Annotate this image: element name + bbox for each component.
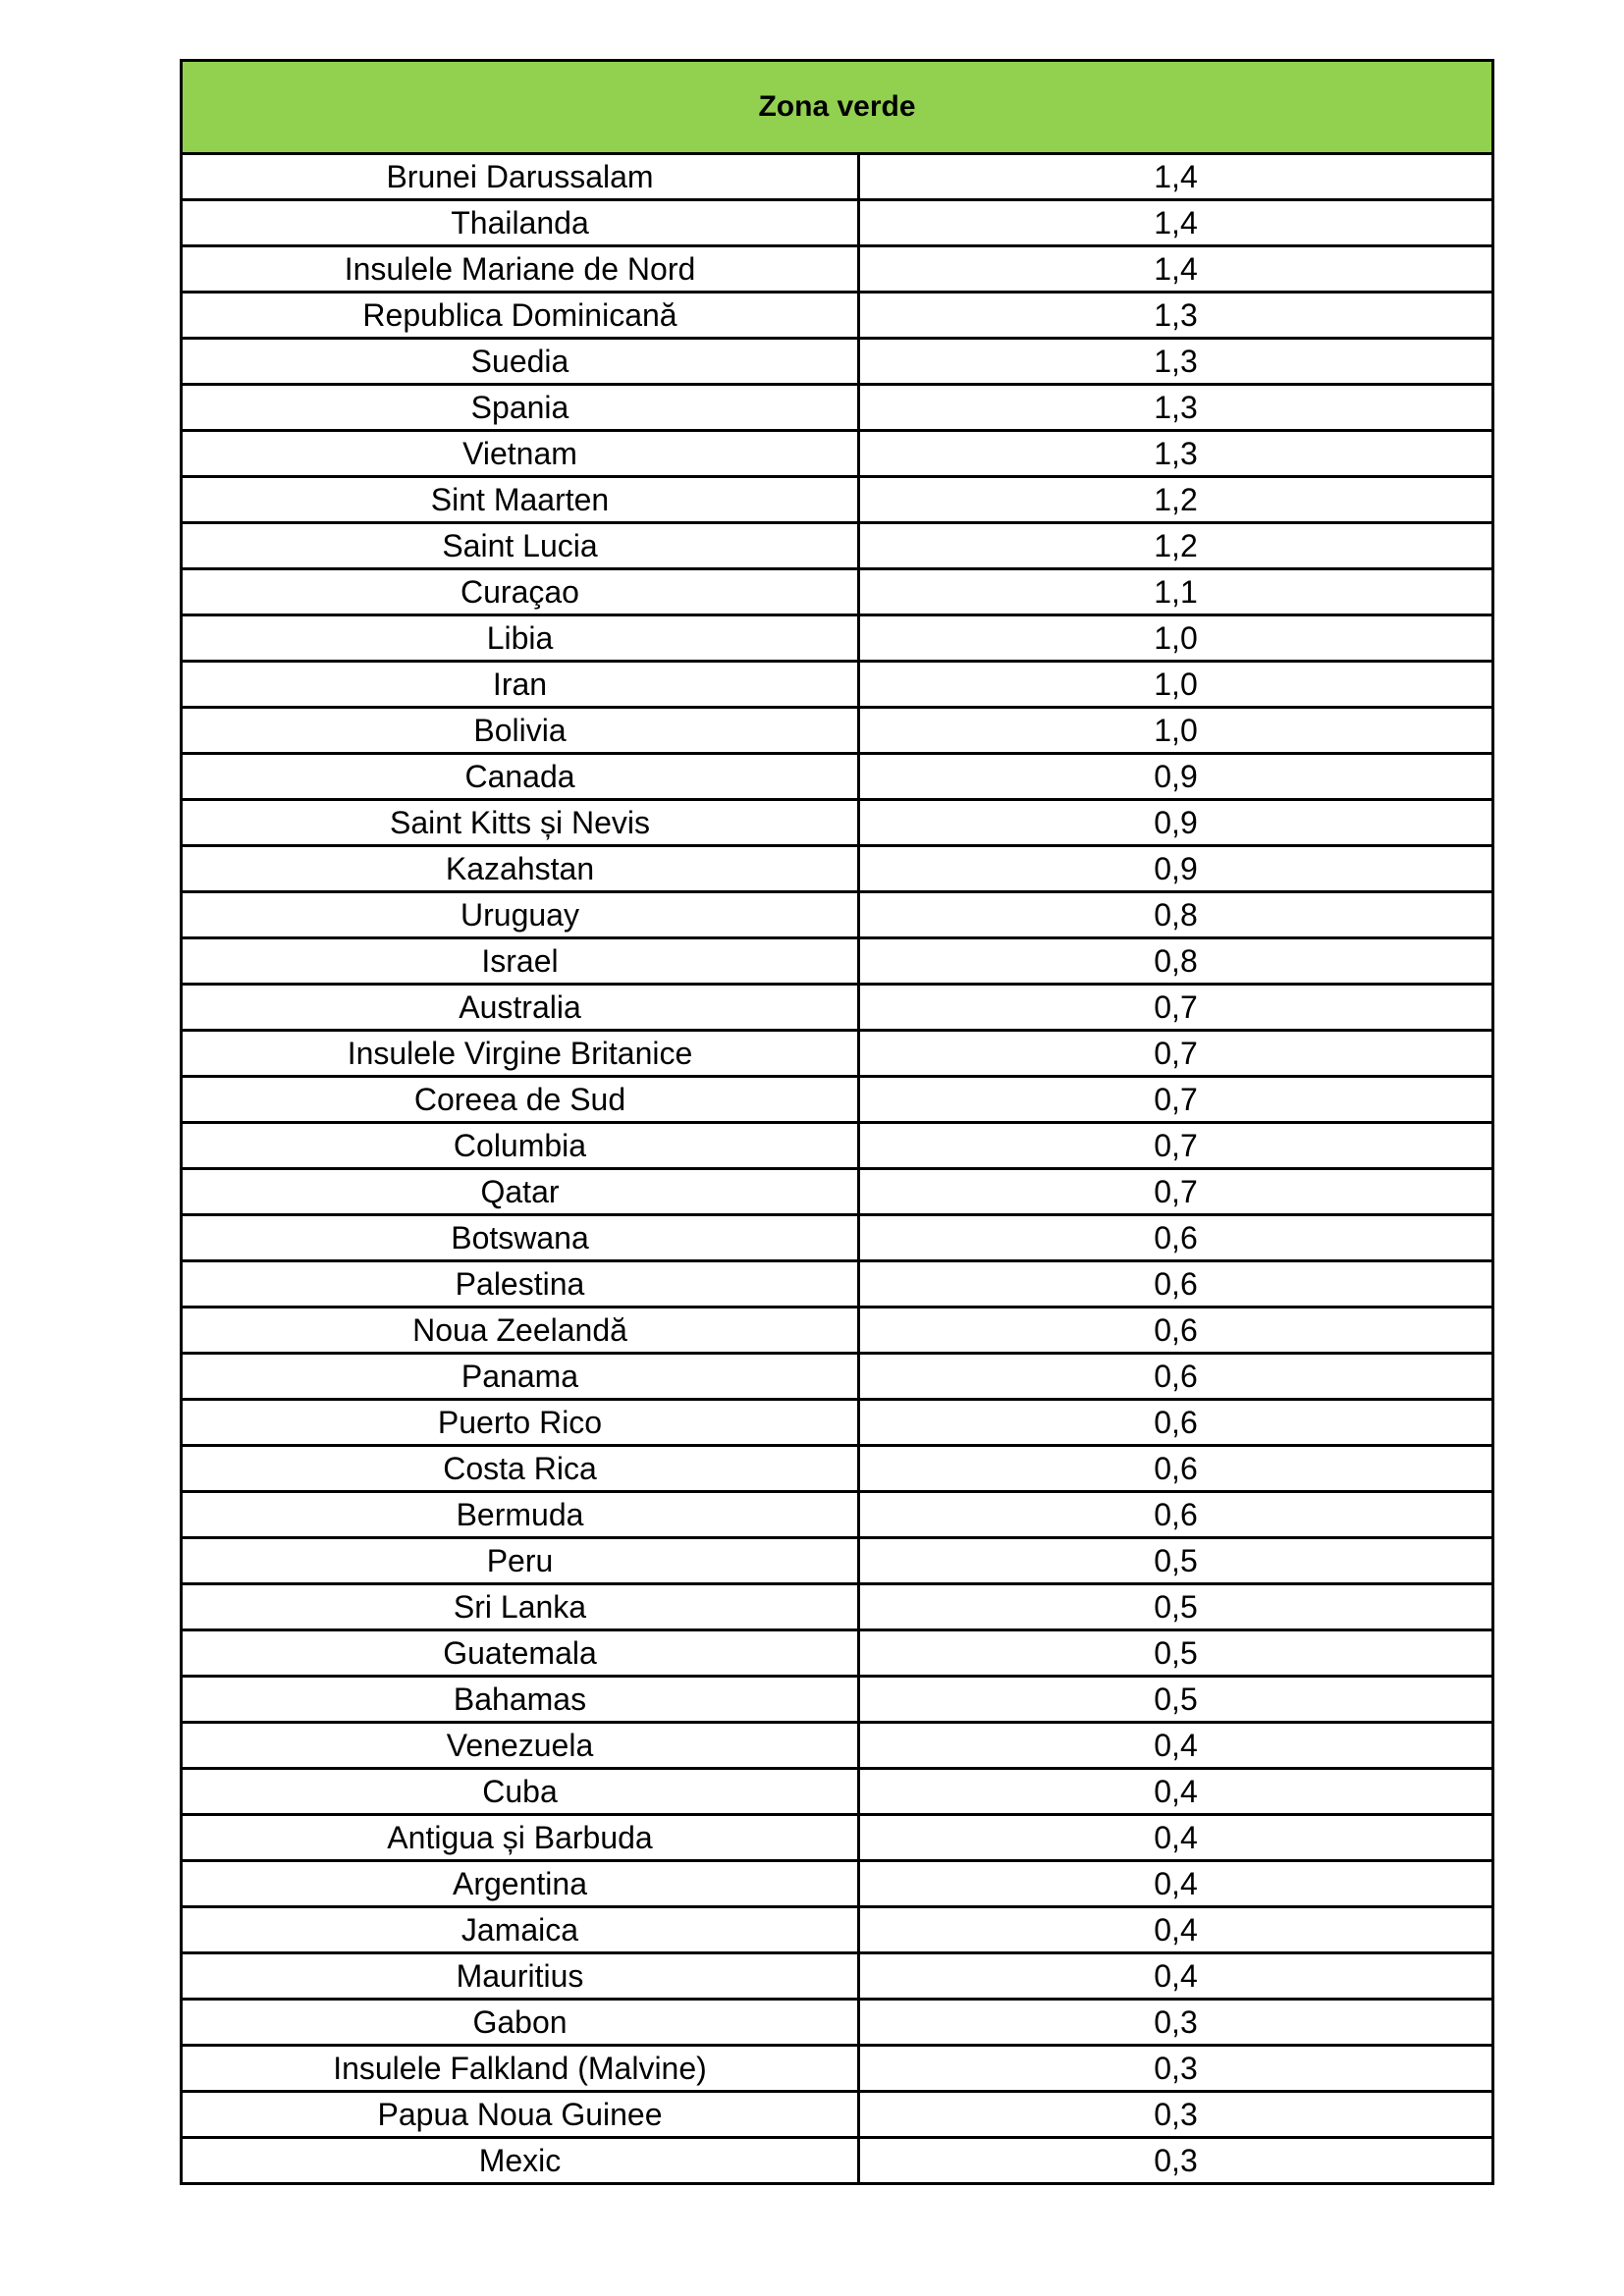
table-row [182,569,1493,615]
country-cell: Coreea de Sud [182,1077,859,1123]
table-row [182,1907,1493,1953]
country-cell: Bolivia [182,708,859,754]
country-cell: Costa Rica [182,1446,859,1492]
value-cell: 1,2 [859,523,1493,569]
country-cell: Bahamas [182,1677,859,1723]
table-row [182,615,1493,662]
country-cell: Cuba [182,1769,859,1815]
table-row [182,1400,1493,1446]
country-cell: Republica Dominicană [182,293,859,339]
table-row [182,800,1493,846]
country-cell: Gabon [182,2000,859,2046]
table-row [182,1538,1493,1584]
country-cell: Guatemala [182,1630,859,1677]
value-cell: 0,7 [859,1123,1493,1169]
table-row [182,892,1493,938]
country-cell: Sint Maarten [182,477,859,523]
country-cell: Botswana [182,1215,859,1261]
value-cell: 1,4 [859,200,1493,246]
table-row [182,339,1493,385]
country-cell: Mauritius [182,1953,859,2000]
value-cell: 0,6 [859,1308,1493,1354]
value-cell: 0,4 [859,1769,1493,1815]
table-row [182,385,1493,431]
value-cell: 0,6 [859,1354,1493,1400]
table-row [182,1261,1493,1308]
zone-table [180,59,1494,2185]
value-cell: 1,2 [859,477,1493,523]
country-cell: Mexic [182,2138,859,2184]
value-cell: 0,9 [859,800,1493,846]
value-cell: 0,6 [859,1446,1493,1492]
value-cell: 0,7 [859,1077,1493,1123]
table-row [182,477,1493,523]
value-cell: 0,4 [859,1953,1493,2000]
country-cell: Brunei Darussalam [182,154,859,200]
value-cell: 0,9 [859,846,1493,892]
value-cell: 0,6 [859,1400,1493,1446]
value-cell: 0,5 [859,1677,1493,1723]
table-row [182,1677,1493,1723]
table-row [182,1308,1493,1354]
country-cell: Iran [182,662,859,708]
country-cell: Canada [182,754,859,800]
table-row [182,1123,1493,1169]
country-cell: Saint Kitts și Nevis [182,800,859,846]
country-cell: Venezuela [182,1723,859,1769]
table-header: Zona verde [182,61,1493,154]
country-cell: Kazahstan [182,846,859,892]
country-cell: Bermuda [182,1492,859,1538]
table-row [182,1953,1493,2000]
table-row [182,1630,1493,1677]
country-cell: Vietnam [182,431,859,477]
table-row [182,938,1493,985]
table-row [182,1077,1493,1123]
value-cell: 0,3 [859,2138,1493,2184]
value-cell: 0,6 [859,1492,1493,1538]
table-row [182,2000,1493,2046]
table-row [182,754,1493,800]
country-cell: Thailanda [182,200,859,246]
country-cell: Papua Noua Guinee [182,2092,859,2138]
country-cell: Argentina [182,1861,859,1907]
country-cell: Insulele Virgine Britanice [182,1031,859,1077]
country-cell: Curaçao [182,569,859,615]
table-row [182,2046,1493,2092]
value-cell: 1,0 [859,708,1493,754]
country-cell: Peru [182,1538,859,1584]
value-cell: 1,3 [859,293,1493,339]
table-row [182,1861,1493,1907]
country-cell: Australia [182,985,859,1031]
value-cell: 1,4 [859,246,1493,293]
value-cell: 1,4 [859,154,1493,200]
table-row [182,2138,1493,2184]
country-cell: Insulele Falkland (Malvine) [182,2046,859,2092]
table-row [182,1215,1493,1261]
value-cell: 0,4 [859,1861,1493,1907]
table-row [182,293,1493,339]
table-row [182,154,1493,200]
country-cell: Spania [182,385,859,431]
table-row [182,2092,1493,2138]
country-cell: Qatar [182,1169,859,1215]
value-cell: 1,3 [859,339,1493,385]
value-cell: 0,5 [859,1538,1493,1584]
table-row [182,523,1493,569]
table-row [182,1815,1493,1861]
table-row [182,200,1493,246]
value-cell: 0,4 [859,1723,1493,1769]
country-cell: Palestina [182,1261,859,1308]
table-row [182,246,1493,293]
value-cell: 0,5 [859,1630,1493,1677]
value-cell: 0,3 [859,2000,1493,2046]
value-cell: 0,6 [859,1215,1493,1261]
table-row [182,1354,1493,1400]
country-cell: Puerto Rico [182,1400,859,1446]
country-cell: Libia [182,615,859,662]
table-row [182,431,1493,477]
value-cell: 0,7 [859,1031,1493,1077]
value-cell: 1,3 [859,431,1493,477]
value-cell: 0,5 [859,1584,1493,1630]
header-row [182,61,1493,154]
value-cell: 1,3 [859,385,1493,431]
table-body [182,154,1493,2184]
table-row [182,1492,1493,1538]
value-cell: 0,8 [859,892,1493,938]
value-cell: 0,3 [859,2046,1493,2092]
value-cell: 0,8 [859,938,1493,985]
country-cell: Suedia [182,339,859,385]
table-row [182,662,1493,708]
value-cell: 0,9 [859,754,1493,800]
country-cell: Israel [182,938,859,985]
country-cell: Insulele Mariane de Nord [182,246,859,293]
country-cell: Columbia [182,1123,859,1169]
table-row [182,708,1493,754]
value-cell: 1,0 [859,662,1493,708]
value-cell: 0,4 [859,1815,1493,1861]
value-cell: 0,6 [859,1261,1493,1308]
country-cell: Panama [182,1354,859,1400]
value-cell: 1,0 [859,615,1493,662]
table-row [182,1584,1493,1630]
country-cell: Uruguay [182,892,859,938]
table-row [182,1446,1493,1492]
value-cell: 1,1 [859,569,1493,615]
value-cell: 0,3 [859,2092,1493,2138]
table-row [182,846,1493,892]
country-cell: Sri Lanka [182,1584,859,1630]
table-row [182,1723,1493,1769]
value-cell: 0,7 [859,985,1493,1031]
table-row [182,1031,1493,1077]
country-cell: Noua Zeelandă [182,1308,859,1354]
value-cell: 0,7 [859,1169,1493,1215]
country-cell: Antigua și Barbuda [182,1815,859,1861]
country-cell: Saint Lucia [182,523,859,569]
table-row [182,1169,1493,1215]
value-cell: 0,4 [859,1907,1493,1953]
table-row [182,985,1493,1031]
table-row [182,1769,1493,1815]
country-cell: Jamaica [182,1907,859,1953]
